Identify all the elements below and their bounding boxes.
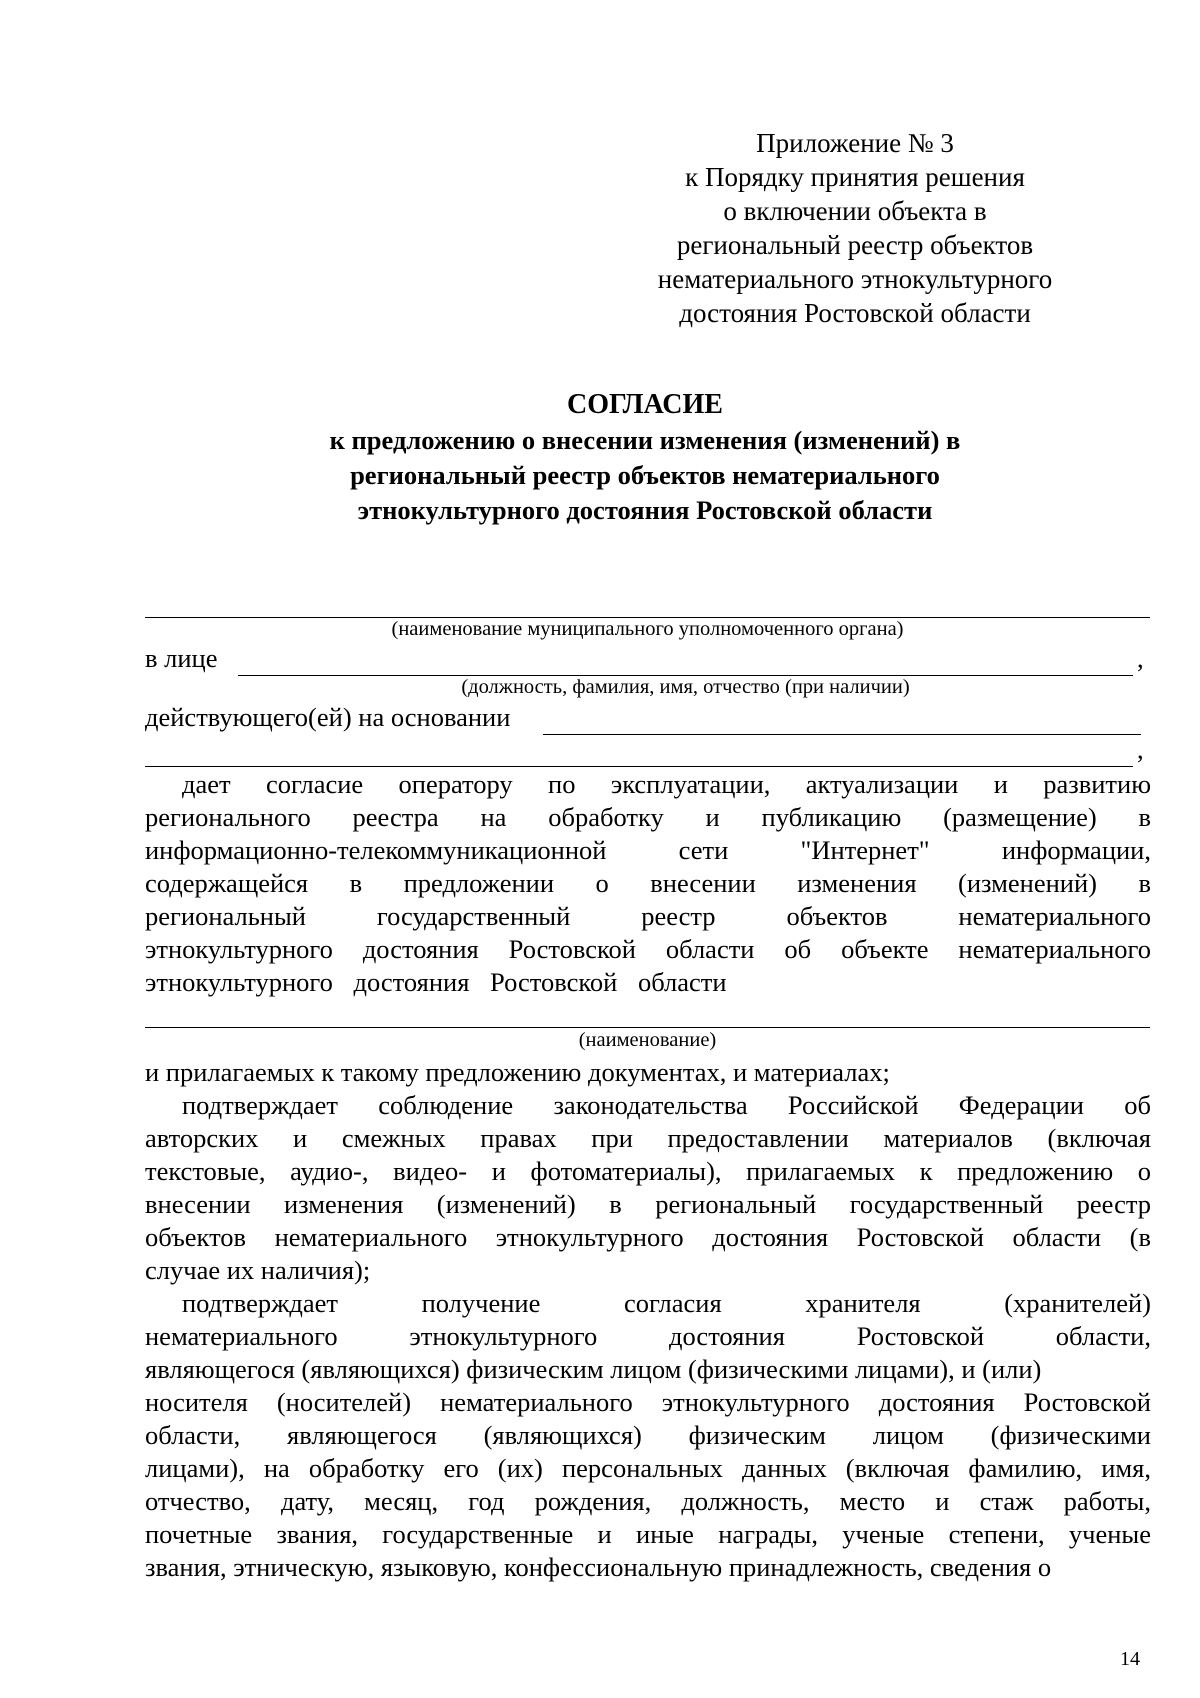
body-line: дает согласие оператору по эксплуатации, актуализации и развитию <box>182 769 1151 799</box>
body-line: случае их наличия); <box>145 1255 371 1285</box>
org-name-hint: (наименование муниципального уполномоченного органа) <box>391 618 904 640</box>
body-line: регионального реестра на обработку и публикацию (размещение) в <box>145 802 1151 832</box>
acting-basis-label: действующего(ей) на основании <box>145 702 511 732</box>
title-main: СОГЛАСИЕ <box>567 389 723 420</box>
body-line: подтверждает соблюдение законодательства Российской Федерации об <box>182 1090 1151 1120</box>
body-line: авторских и смежных правах при предоставлении материалов (включая <box>145 1123 1151 1153</box>
title-sub-line: к предложению о внесении изменения (изменений) в <box>329 425 961 455</box>
appendix-line: к Порядку принятия решения <box>685 162 1025 192</box>
body-line: лицами), на обработку его (их) персональных данных (включая фамилию, имя, <box>145 1453 1151 1483</box>
person-hint: (должность, фамилия, имя, отчество (при наличии) <box>461 676 910 698</box>
appendix-line: региональный реестр объектов <box>676 230 1034 260</box>
appendix-line: достояния Ростовской области <box>679 298 1031 328</box>
body-line: нематериального этнокультурного достояния Ростовской области, <box>145 1321 1151 1351</box>
appendix-line: нематериального этнокультурного <box>657 264 1053 294</box>
body-line: текстовые, аудио-, видео- и фотоматериалы), прилагаемых к предложению о <box>145 1156 1151 1186</box>
body-line: носителя (носителей) нематериального этнокультурного достояния Ростовской <box>145 1387 1151 1417</box>
comma: , <box>1137 734 1144 764</box>
object-name-field-line[interactable] <box>145 1027 1150 1028</box>
in-person-label: в лице <box>145 643 218 673</box>
object-name-hint: (наименование) <box>578 1029 717 1051</box>
title-sub-line: региональный реестр объектов нематериального <box>350 460 940 490</box>
body-line: звания, этническую, языковую, конфессиональную принадлежность, сведения о <box>145 1552 1052 1582</box>
page-number: 14 <box>1120 1648 1140 1670</box>
body-line: содержащейся в предложении о внесении изменения (изменений) в <box>145 868 1151 898</box>
body-line: этнокультурного достояния Ростовской области <box>145 967 727 997</box>
appendix-header <box>620 126 1090 330</box>
basis-field-line[interactable] <box>543 734 1141 735</box>
body-line: внесении изменения (изменений) в региональный государственный реестр <box>145 1189 1151 1219</box>
document-title <box>145 387 1145 528</box>
body-line: являющегося (являющихся) физическим лицом (физическими лицами), и (или) <box>145 1354 1042 1384</box>
body-line: почетные звания, государственные и иные награды, ученые степени, ученые <box>145 1519 1151 1549</box>
appendix-line: о включении объекта в <box>723 196 987 226</box>
body-line: подтверждает получение согласия хранителя (хранителей) <box>182 1288 1151 1318</box>
body-line: области, являющегося (являющихся) физическим лицом (физическими <box>145 1420 1151 1450</box>
appendix-line: Приложение № 3 <box>756 128 954 158</box>
title-sub-line: этнокультурного достояния Ростовской области <box>357 495 933 525</box>
body-line: этнокультурного достояния Ростовской области об объекте нематериального <box>145 934 1151 964</box>
body-line: отчество, дату, месяц, год рождения, должность, место и стаж работы, <box>145 1486 1151 1516</box>
body-line: объектов нематериального этнокультурного достояния Ростовской области (в <box>145 1222 1151 1252</box>
body-line: информационно-телекоммуникационной сети "Интернет" информации, <box>145 835 1151 865</box>
comma: , <box>1137 643 1144 673</box>
body-line: и прилагаемых к такому предложению документах, и материалах; <box>145 1057 890 1087</box>
body-line: региональный государственный реестр объектов нематериального <box>145 901 1151 931</box>
basis-field-line-2[interactable] <box>145 766 1133 767</box>
